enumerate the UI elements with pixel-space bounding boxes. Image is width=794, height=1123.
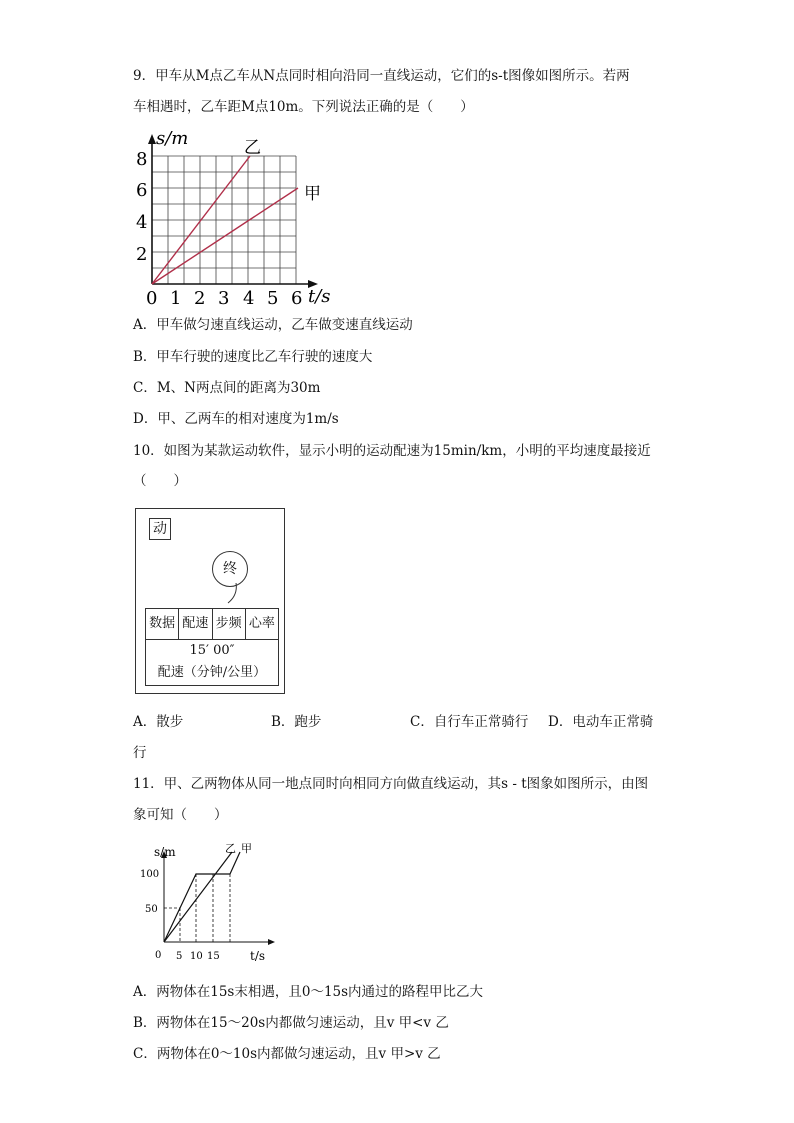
- q9-y-arrow: [148, 134, 156, 144]
- q10-end-circle: 终: [212, 551, 248, 587]
- q9-xtick-3: 3: [218, 288, 230, 308]
- tab-data[interactable]: 数据: [146, 609, 179, 639]
- q10-option-b[interactable]: B．跑步: [271, 714, 322, 730]
- q10-tab-row: [146, 609, 278, 640]
- q11-xtick-10: 10: [190, 951, 203, 962]
- q9-stem-line1: 9．甲车从M点乙车从N点同时相向沿同一直线运动，它们的s-t图像如图所示。若两: [133, 68, 630, 84]
- q9-label-yi: 乙: [244, 138, 261, 158]
- tab-pace[interactable]: 配速: [179, 609, 212, 639]
- tab-heart-rate[interactable]: 心率: [248, 616, 275, 631]
- q10-app-badge: 动: [149, 518, 171, 540]
- q9-ytick-2: 2: [136, 244, 148, 265]
- q10-stem-line2: （ ）: [133, 473, 187, 489]
- q10-stem-line1: 10．如图为某款运动软件，显示小明的运动配速为15min/km，小明的平均速度最接近: [133, 443, 651, 459]
- q11-x-label: t/s: [250, 949, 266, 963]
- q10-option-d[interactable]: D．电动车正常骑: [548, 714, 654, 730]
- q11-stem-line2: 象可知（ ）: [133, 807, 228, 823]
- q9-xtick-6: 6: [291, 288, 303, 308]
- q9-x-label: t/s: [308, 286, 331, 307]
- q10-option-a[interactable]: A．散步: [133, 714, 184, 730]
- q9-label-jia: 甲: [304, 184, 321, 204]
- q11-ytick-50: 50: [145, 904, 158, 915]
- q11-stem-line1: 11．甲、乙两物体从同一地点同时向相同方向做直线运动，其s - t图象如图所示，由图: [133, 776, 649, 792]
- q10-app-figure: [135, 508, 285, 694]
- q11-label-jia: 甲: [241, 842, 252, 855]
- q11-xtick-5: 5: [176, 951, 183, 962]
- q9-grid: [152, 156, 296, 284]
- tab-cadence[interactable]: 步频: [213, 609, 246, 639]
- q9-xtick-4: 4: [243, 288, 255, 308]
- q9-xtick-2: 2: [194, 288, 206, 308]
- q10-data-panel: [145, 608, 279, 686]
- q9-y-label: s/m: [156, 128, 189, 149]
- q11-option-c[interactable]: C．两物体在0～10s内都做匀速运动，且v 甲>v 乙: [133, 1046, 441, 1062]
- q9-ytick-6: 6: [136, 180, 148, 201]
- q9-xtick-0: 0: [146, 288, 158, 308]
- q11-y-label: s/m: [154, 845, 176, 859]
- q11-option-a[interactable]: A．两物体在15s末相遇，且0～15s内通过的路程甲比乙大: [133, 984, 484, 1000]
- q11-xtick-0: 0: [155, 950, 162, 961]
- q11-ytick-100: 100: [140, 869, 160, 880]
- q10-option-c[interactable]: C．自行车正常骑行: [410, 714, 529, 730]
- q9-ytick-4: 4: [136, 212, 148, 233]
- q11-xtick-15: 15: [207, 951, 220, 962]
- q11-label-yi: 乙: [225, 842, 236, 855]
- q9-option-d[interactable]: D．甲、乙两车的相对速度为1m/s: [133, 411, 339, 427]
- q10-pace-caption: 配速（分钟/公里）: [157, 665, 267, 680]
- q9-ytick-8: 8: [136, 149, 148, 170]
- q10-pace-value: 15′ 00″: [189, 643, 235, 658]
- q9-option-b[interactable]: B．甲车行驶的速度比乙车行驶的速度大: [133, 349, 373, 365]
- q9-option-c[interactable]: C．M、N两点间的距离为30m: [133, 380, 321, 396]
- q11-st-graph: [140, 838, 280, 968]
- q11-option-b[interactable]: B．两物体在15～20s内都做匀速运动，且v 甲<v 乙: [133, 1015, 449, 1031]
- q11-line-yi: [164, 852, 240, 942]
- q9-stem-line2: 车相遇时，乙车距M点10m。下列说法正确的是（ ）: [133, 99, 474, 115]
- q9-xtick-5: 5: [267, 288, 279, 308]
- q10-circle-tail: [224, 583, 248, 605]
- q9-option-a[interactable]: A．甲车做匀速直线运动，乙车做变速直线运动: [133, 317, 413, 333]
- q10-option-d-wrap: 行: [133, 745, 147, 761]
- q11-line-jia: [164, 852, 232, 942]
- q9-st-graph: [132, 126, 342, 308]
- q11-x-arrow: [268, 939, 275, 945]
- q9-xtick-1: 1: [170, 288, 182, 308]
